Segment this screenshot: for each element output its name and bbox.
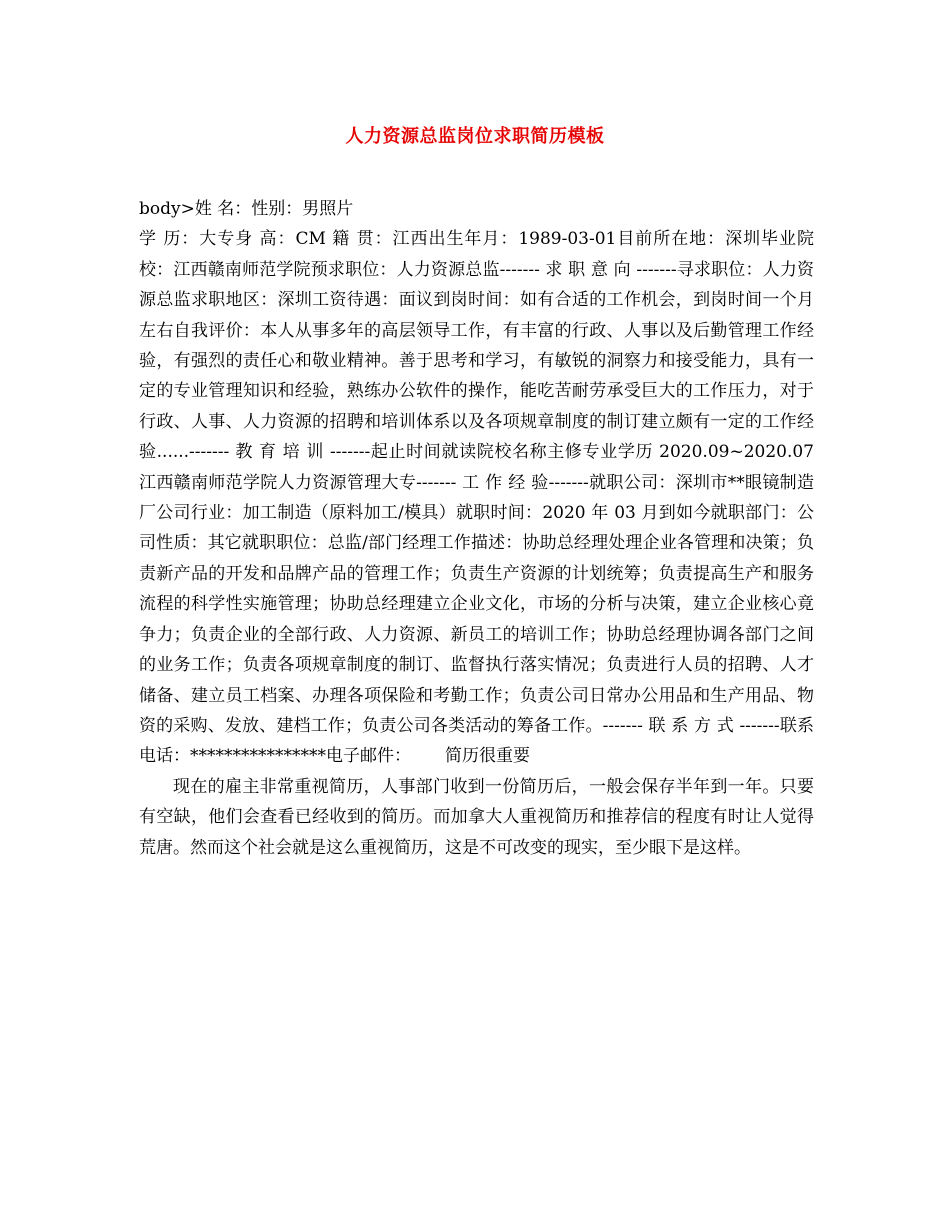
resume-body-text [139,224,814,771]
note-label: 简历很重要 [445,746,530,767]
closing-paragraph: 现在的雇主非常重视简历，人事部门收到一份简历后，一般会保存半年到一年。只要有空缺，他们会查看已经收到的简历。而加拿大人重视简历和推荐信的程度有时让人觉得荒唐。然而这个社会就是这么重视简历，这是不可改变的现实，至少眼下是这样。 [139,776,814,858]
personal-info-line: body>姓 名：性别：男照片 [139,199,354,219]
document-title: 人力资源总监岗位求职简历模板 [345,126,605,147]
resume-body: 学 历：大专身 高：CM 籍 贯：江西出生年月：1989-03-01目前所在地：深圳毕业院校：江西赣南师范学院预求职位：人力资源总监------- 求 职 意 向 -------寻求职位：人力资源总监求职地区：深圳工资待遇：面议到岗时间：如有合适的工作机会，到岗时间一个月左右自我评价：本人从事多年的高层领导工作，有丰富的行政、人事以及后勤管理工作经验，有强烈的责任心和敬业精神。善于思考和学习，有敏锐的洞察力和接受能力，具有一定的专业管理知识和经验，熟练办公软件的操作，能吃苦耐劳承受巨大的工作压力，对于行政、人事、人力资源的招聘和培训体系以及各项规章制度的制订建立颇有一定的工作经验......------- 教 育 培 训 -------起止时间就读院校名称主修专业学历 2020.09~2020.07 江西赣南师范学院人力资源管理大专------- 工 作 经 验-------就职公司：深圳市**眼镜制造厂公司行业：加工制造（原料加工/模具）就职时间：2020 年 03 月到如今就职部门：公司性质：其它就职职位：总监/部门经理工作描述：协助总经理处理企业各管理和决策；负责新产品的开发和品牌产品的管理工作；负责生产资源的计划统筹；负责提高生产和服务流程的科学性实施管理；协助总经理建立企业文化，市场的分析与决策，建立企业核心竟争力；负责企业的全部行政、人力资源、新员工的培训工作；协助总经理协调各部门之间的业务工作；负责各项规章制度的制订、监督执行落实情况；负责进行人员的招聘、人才储备、建立员工档案、办理各项保险和考勤工作；负责公司日常办公用品和生产用品、物资的采购、发放、建档工作；负责公司各类活动的筹备工作。------- 联 系 方 式 -------联系电话：****************电子邮件： [139,229,814,767]
document-body [139,194,814,863]
